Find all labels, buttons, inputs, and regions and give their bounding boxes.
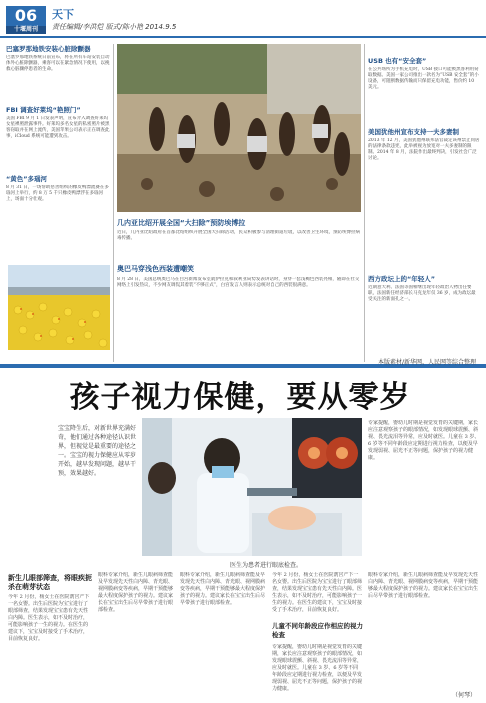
paper-name: 十堰周刊: [6, 26, 46, 34]
column-divider: [364, 44, 365, 362]
feature-body: 今年 2 月份，杨女士在医院剖宫产下一名女婴。出生后医院为宝宝进行了眼部筛查，结果发现宝宝患有先天性白内障。医生表示，如不及时治疗，可能影响孩子一生的视力。在医生的建议下，宝宝及时接受了手术治疗，目前恢复良好。: [8, 594, 90, 642]
feature-body: 眼科专家介绍，新生儿眼病筛查能及早发现先天性白内障、青光眼、视网膜病变等疾病，早期干预能够最大程度保护孩子的视力。建议家长在宝宝出生后尽早带孩子进行眼部检查。: [180, 572, 266, 606]
feature-subhead: 新生儿眼部筛查，将眼疾扼杀在萌芽状态: [8, 574, 92, 591]
feature-body: 专家提醒，婴幼儿时期是视觉发育的关键期，家长应注意观察孩子的眼部情况，如发现眼球震颤、斜视、畏光流泪等异常，应及时就医。儿童在 3 岁、6 岁等不同年龄段应定期进行视力检查，以便及早发现弱视、屈光不正等问题，保护孩子的视力健康。: [272, 644, 362, 692]
article-body: 2013 年 12 月，美国犹他州联邦法官裁定该州禁止同居的法律条款违宪，此举被视为放宽对一夫多妻制的限制。2014 年 8 月，法院作出最终判决，引发社会广泛讨论。: [368, 138, 480, 161]
masthead: [0, 0, 486, 38]
feature-body: 眼科专家介绍，新生儿眼病筛查能及早发现先天性白内障、青光眼、视网膜病变等疾病，早期干预能够最大程度保护孩子的视力。建议家长在宝宝出生后尽早带孩子进行眼部检查。: [98, 572, 174, 613]
article-title: 巴塞罗那地铁安装心脏除颤器: [6, 45, 91, 53]
author-credit: （何琴）: [452, 692, 477, 699]
danube-ducks-photo: [8, 265, 110, 350]
article-title: 美国犹他州宣布支持一夫多妻制: [368, 128, 459, 136]
feature-right-body: 专家提醒，婴幼儿时期是视觉发育的关键期，家长应注意观察孩子的眼部情况，如发现眼球震颤、斜视、畏光流泪等异常，应及时就医。儿童在 3 岁、6 岁等不同年龄段应定期进行视力检查，以便及早发现弱视、屈光不正等问题，保护孩子的视力健康。: [368, 420, 480, 461]
article-body: 近期意大利、法国等国相继出现年轻政治人物出任要职，法国新任经济部长马克龙年仅 36 岁，成为政坛最受关注的新面孔之一。: [368, 285, 476, 302]
feature-lead: 宝宝降生后，对新世界充满好奇，他们通过各种途径认识世界，但视觉是最重要的途径之一。宝宝的视力保健应从零岁开始，越早发现问题，越早干预，效果越好。: [58, 425, 137, 477]
article-title: “黄色”多瑙河: [6, 175, 48, 183]
section-title: 天下: [52, 8, 74, 21]
photo-caption-title: 几内亚比绍开展全国“大扫除”预防埃博拉: [117, 219, 246, 227]
cleanup-article: [117, 218, 361, 323]
article-body: 美国 FBI 9 月 1 日发表声明，宣布介入调查好莱坞女星裸照泄露事件。好莱坞多名女星的私密照片被黑客窃取并在网上流传，美国苹果公司表示正在调查此事，iCloud 系统可能遭到攻击。: [6, 116, 110, 139]
article-title: 奥巴马穿浅色西装遭嘲笑: [117, 265, 194, 273]
article-body: 在公共场所为手机充电时，USB 接口可能被黑客利用窃取数据。美国一家公司推出一款名为“USB 安全套”的小设备，可阻断数据传输而只保留充电功能，售价约 10 美元。: [368, 67, 479, 90]
article-body: 巴塞罗那地铁系统日前宣布，将在所有车站安装自动体外心脏除颤器，乘客可以在紧急情况下使用，以挽救心脏骤停患者的生命。: [6, 55, 110, 72]
photo-caption: 医生为患者进行眼底检查。: [230, 562, 303, 569]
page-number: 06: [14, 6, 38, 25]
feature-title: 孩子视力保健，要从零岁: [69, 380, 411, 415]
feature-body: 眼科专家介绍，新生儿眼病筛查能及早发现先天性白内障、青光眼、视网膜病变等疾病，早期干预能够最大程度保护孩子的视力。建议家长在宝宝出生后尽早带孩子进行眼部检查。: [368, 572, 479, 599]
article-body: 8 月 28 日，美国总统奥巴马在白宫新闻发布室就伊拉克和叙利亚局势发表讲话时，身穿一套浅褐色西装亮相，随即在社交网络上引发热议，不少网友调侃其着装“不够正式”，白宫发言人则表示总统对自己的西装很满意。: [117, 277, 360, 288]
article-title: USB 也有“安全套”: [368, 57, 427, 65]
feature-subhead: 儿童不同年龄段应作相应的视力检查: [272, 622, 363, 639]
page-number-badge: [6, 6, 46, 34]
source-line: 本版素材/新华网、人民网等综合整理: [377, 359, 476, 366]
column-divider: [113, 44, 114, 362]
editors-line: 责任编辑/李洪恺 版式/陈小艳 2014.9.5: [52, 23, 177, 31]
right-column: [368, 56, 480, 362]
article-body: 8 月 31 日，一场帮助慈善组织的橡皮鸭漂流赛在多瑙河上举行，约 8 万 5 千只橡皮鸭漂浮在多瑙河上，场面十分壮观。: [6, 185, 109, 202]
photo-caption-body: 近日，几内亚比绍政府在首都比绍组织开展全国大扫除活动，民众积极参与清理街道垃圾，以改善卫生环境，预防埃博拉病毒传播。: [117, 230, 360, 241]
eye-exam-photo: [142, 418, 362, 556]
guinea-bissau-cleanup-photo: [117, 44, 361, 212]
feature-body: 今年 2 月份，杨女士在医院剖宫产下一名女婴。出生后医院为宝宝进行了眼部筛查，结果发现宝宝患有先天性白内障。医生表示，如不及时治疗，可能影响孩子一生的视力。在医生的建议下，宝宝及时接受了手术治疗，目前恢复良好。: [272, 572, 362, 612]
article-title: 西方政坛上的“年轻人”: [368, 275, 436, 283]
article-title: FBI 调查好莱坞“艳照门”: [6, 106, 81, 114]
